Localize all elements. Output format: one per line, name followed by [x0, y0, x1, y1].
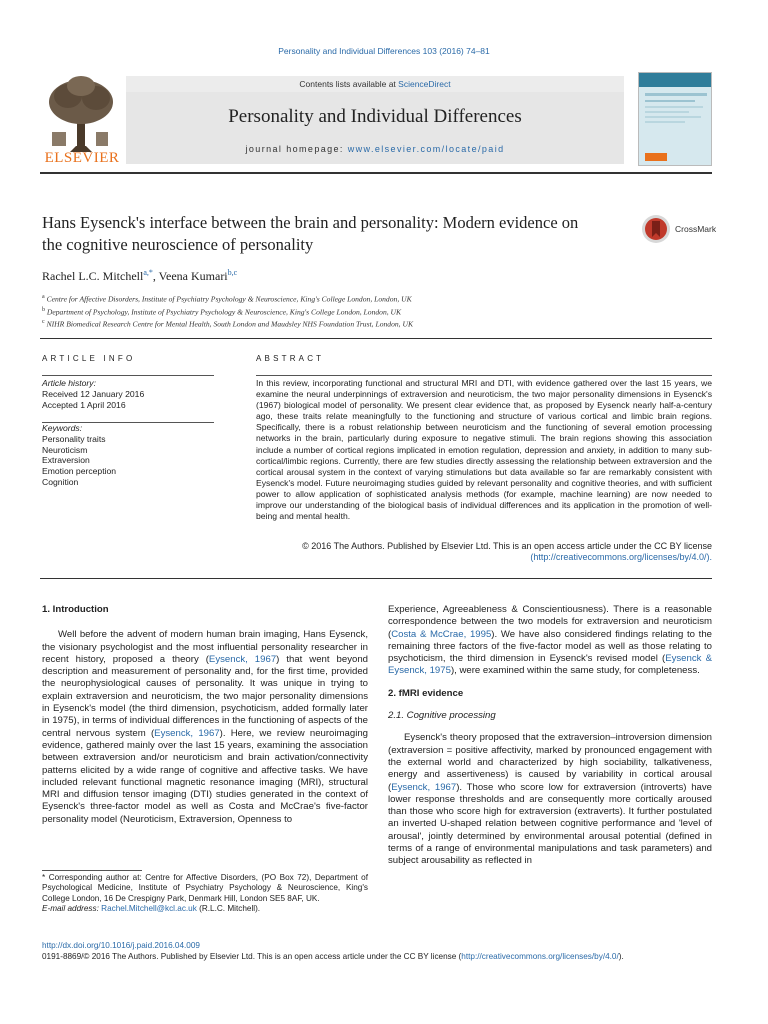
journal-title-band — [126, 92, 624, 164]
journal-header-band — [126, 72, 624, 168]
crossmark-icon — [641, 214, 671, 244]
author-separator: , — [152, 269, 159, 283]
keyword-item: Neuroticism — [42, 444, 88, 455]
keywords-label: Keywords: — [42, 423, 83, 433]
section-rule — [40, 338, 712, 339]
body-paragraph — [388, 604, 712, 678]
body-paragraph — [388, 732, 712, 867]
sciencedirect-link[interactable]: ScienceDirect — [398, 79, 451, 89]
affiliations — [42, 292, 413, 330]
journal-title: Personality and Individual Differences — [228, 106, 522, 127]
body-text: Experience, Agreeableness & Conscientiousness). There is a reasonable correspondence between the two models for extraversion and neuroticism ( — [388, 604, 712, 640]
section-heading: 2. fMRI evidence — [388, 687, 464, 699]
subsection-heading: 2.1. Cognitive processing — [388, 710, 496, 722]
footnote-rule — [42, 870, 142, 871]
email-suffix: (R.L.C. Mitchell). — [196, 904, 261, 914]
author-list — [42, 268, 237, 284]
author-name[interactable]: Veena Kumari — [158, 269, 228, 283]
email-link[interactable]: Rachel.Mitchell@kcl.ac.uk — [101, 904, 197, 914]
affiliation-text: NIHR Biomedical Research Centre for Mental Health, South London and Maudsley NHS Foundation Trust, London, UK — [46, 319, 414, 329]
left-column — [42, 604, 368, 826]
right-column — [388, 604, 712, 868]
crossmark-label: CrossMark — [675, 224, 717, 234]
affiliation-marker: c — [42, 319, 45, 326]
affiliation-item — [42, 317, 413, 330]
abstract-heading: ABSTRACT — [256, 354, 325, 363]
license-link[interactable]: (http://creativecommons.org/licenses/by/4.0/). — [530, 552, 712, 563]
homepage-link[interactable]: www.elsevier.com/locate/paid — [347, 144, 505, 154]
abstract-rule — [256, 375, 712, 376]
article-info-rule — [42, 375, 214, 376]
received-date: Received 12 January 2016 — [42, 388, 145, 399]
article-history — [42, 378, 144, 410]
article-info-heading: ARTICLE INFO — [42, 354, 136, 363]
running-head[interactable]: Personality and Individual Differences 103 (2016) 74–81 — [278, 46, 490, 56]
crossmark-badge[interactable] — [641, 214, 716, 244]
history-label: Article history: — [42, 378, 96, 388]
body-paragraph — [42, 629, 368, 826]
citation-link[interactable]: Eysenck, 1967 — [208, 653, 277, 665]
email-label: E-mail address: — [42, 904, 102, 914]
license-link[interactable]: http://creativecommons.org/licenses/by/4.0/ — [461, 952, 619, 961]
header-rule — [40, 172, 712, 174]
affiliation-item — [42, 305, 413, 318]
abstract-end-rule — [40, 578, 712, 579]
corresponding-author-footnote — [42, 873, 368, 915]
author-affiliation-marker[interactable]: a,* — [143, 268, 153, 277]
body-text: ). Those who score low for extraversion (introverts) have lower response thresholds and are consequently more cortically aroused than those who score high for extraversion (extraverts). It further postulated an inverted U-shaped relation between cognitive performance and 'level of arousal', jointly determined by environmental arousal potential (defined in terms of a range of environmental manipulations and task parameters) and subject arousability as reflected in — [388, 781, 712, 867]
affiliation-marker: b — [42, 306, 45, 313]
contents-prefix: Contents lists available at — [299, 79, 399, 89]
affiliation-text: Centre for Affective Disorders, Institute of Psychiatry Psychology & Neuroscience, King's College London, London, UK — [46, 294, 412, 304]
affiliation-text: Department of Psychology, Institute of Psychiatry Psychology & Neuroscience, King's College London, London, UK — [46, 307, 402, 317]
keyword-item: Cognition — [42, 476, 79, 487]
journal-masthead — [40, 72, 712, 168]
doi-and-issn — [42, 940, 722, 962]
doi-link[interactable]: http://dx.doi.org/10.1016/j.paid.2016.04.009 — [42, 941, 200, 950]
body-text: Well before the advent of modern human brain imaging, Hans Eysenck, the visionary psychologist and the most influential personality researcher in recent history, proposed a theory ( — [42, 629, 368, 665]
abstract-copyright — [256, 541, 712, 563]
keyword-item: Extraversion — [42, 455, 90, 466]
body-text: ). We have also considered findings relating to the remaining three factors of the five-factor model as well as those relating to psychoticism, the third dimension in Eysenck's revised model ( — [388, 628, 712, 665]
body-text: ) that went beyond description and measurement of personality and, for the first time, provided the neurophysiological causes of personality. It was unique in trying to explain extraversion and neuroticism, the two major personality dimensions in Eysenck's model (the third dimension, psychoticism, added formally later in 1975), in terms of individual differences in the functioning of aspects of the central nervous system ( — [42, 653, 368, 739]
citation-link[interactable]: Eysenck & Eysenck, 1975 — [388, 653, 713, 677]
author-name[interactable]: Rachel L.C. Mitchell — [42, 269, 144, 283]
citation-link[interactable]: Eysenck, 1967 — [154, 727, 220, 739]
issn-text-end: ). — [618, 952, 624, 961]
body-text: Eysenck's theory proposed that the extraversion–introversion dimension (extraversion = positive affectivity, marked by pronounced engagement with the external world and characterized by high sociability, talkativeness, energy and assertiveness) is caused by variability in cortical arousal ( — [388, 732, 712, 793]
elsevier-logo[interactable] — [40, 72, 122, 168]
journal-cover-image — [639, 73, 712, 166]
journal-homepage — [126, 144, 624, 154]
keywords-block — [42, 423, 116, 488]
footnote-email-line — [42, 904, 368, 914]
affiliation-item — [42, 292, 413, 305]
citation-link[interactable]: Costa & McCrae, 1995 — [391, 628, 492, 640]
article-title: Hans Eysenck's interface between the brain and personality: Modern evidence on the cognitive neuroscience of personality — [42, 213, 579, 254]
author-affiliation-marker[interactable]: b,c — [227, 268, 238, 277]
journal-cover-thumbnail[interactable] — [638, 72, 712, 166]
body-text: ), were examined within the same study, for completeness. — [450, 665, 700, 677]
footnote-text: * Corresponding author at: Centre for Affective Disorders, (PO Box 72), Department of Psychological Medicine, Institute of Psychiatry Psychology & Neuroscience, King's College London, 16 De Crespigny Park, Denmark Hill, London SE5 8AF, UK. — [42, 873, 368, 903]
issn-text: 0191-8869/© 2016 The Authors. Published by Elsevier Ltd. This is an open access article under the CC BY license ( — [42, 952, 462, 961]
keyword-item: Emotion perception — [42, 466, 117, 477]
citation-link[interactable]: Eysenck, 1967 — [391, 781, 457, 793]
abstract-text: In this review, incorporating functional and structural MRI and DTI, with evidence gathered over the last 15 years, we examine the neural underpinnings of extraversion and neuroticism, the two major personality dimensions in Eysenck's (1967) biological model of personality. We present clear evidence that, as proposed by Eysenck nearly half-a-century ago, these traits relate meaningfully to the functioning and structure of various cortical and limbic brain regions. Specifically, there is a robust relationship between neuroticism and the functioning of several emotion processing networks in the brain, particularly during exposure to negative stimuli. The brain regions showing this association include a number of cortical regions implicated in emotion regulation, depression and anxiety, in addition to many sub-cortical/limbic regions. Currently, there are few studies directly assessing the relationship between extraversion and the cortical arousal system in the context of varying stimulations but data available so far are remarkably consistent with Eysenck's model. Future neuroimaging studies guided by relevant personality and cognitive theories, and with sufficient power to allow application of sophisticated analysis methods (for example, machine learning) are now needed to improve our understanding of the biological basis of individual differences and its application in the promotion of well-being and mental health. — [256, 378, 712, 522]
accepted-date: Accepted 1 April 2016 — [42, 399, 126, 410]
copyright-text: © 2016 The Authors. Published by Elsevier Ltd. This is an open access article under the CC BY license — [302, 541, 712, 551]
section-heading: 1. Introduction — [42, 604, 109, 615]
affiliation-marker: a — [42, 294, 45, 300]
keyword-item: Personality traits — [42, 433, 106, 444]
homepage-label: journal homepage: — [245, 144, 348, 154]
contents-bar — [126, 76, 624, 92]
body-text: ). Here, we review neuroimaging evidence, gathered mainly over the last 15 years, examining the association between extraversion and/or neuroticism and brain activation/connectivity patterns elicited by a wide range of cognitive and affective tasks. We have included relevant functional magnetic resonance imaging (MRI), structural MRI and diffusion tensor imaging (DTI) studies generated in the context of Eysenck's three-factor model as well as Costa and McCrae's five-factor personality model (Neuroticism, Extraversion, Openness to — [42, 727, 368, 825]
elsevier-wordmark: ELSEVIER — [44, 150, 120, 166]
issn-line — [42, 951, 722, 962]
